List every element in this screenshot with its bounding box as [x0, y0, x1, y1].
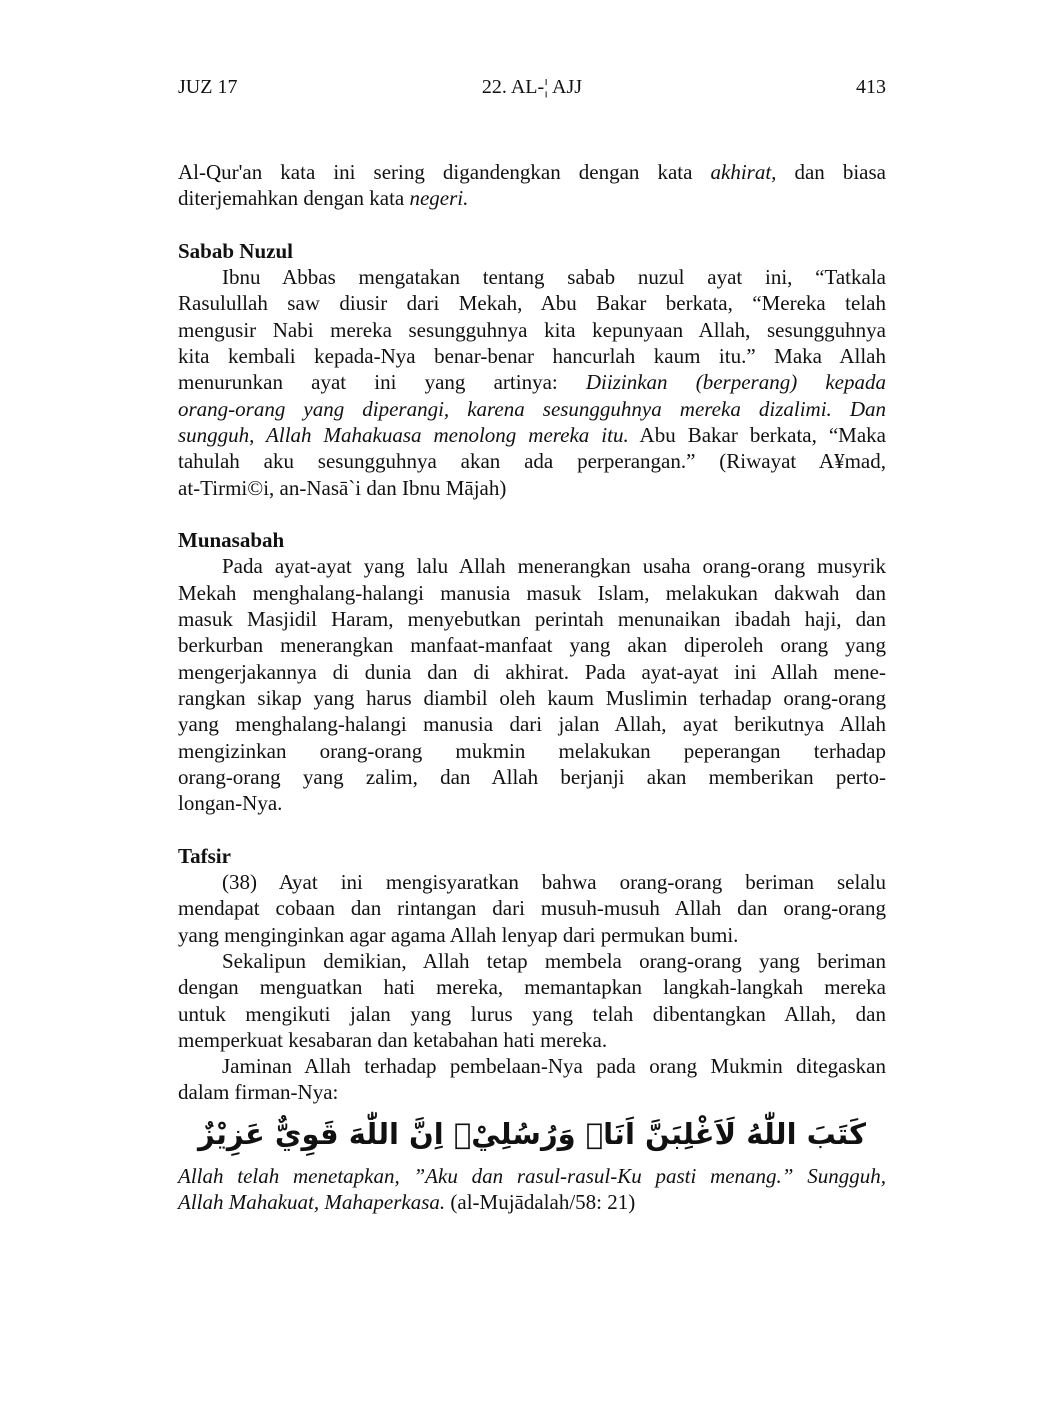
paragraph: [178, 264, 886, 501]
text-line: [178, 396, 886, 422]
text-segment: (al-Mujādalah/58: 21): [445, 1189, 636, 1214]
text-segment: rangkan sikap yang harus diambil oleh kaum Muslimin terhadap orang-orang: [178, 685, 886, 710]
text-line: [178, 790, 886, 816]
text-line: [178, 422, 886, 448]
text-segment: Mekah menghalang-halangi manusia masuk Islam, melakukan dakwah dan: [178, 580, 886, 605]
text-segment: menurunkan ayat ini yang artinya:: [178, 370, 586, 395]
text-line: [178, 369, 886, 395]
text-segment: Rasulullah saw diusir dari Mekah, Abu Bakar berkata, “Mereka telah: [178, 291, 886, 316]
text-line: [178, 738, 886, 764]
text-segment: masuk Masjidil Haram, menyebutkan perintah menunaikan ibadah haji, dan: [178, 607, 886, 632]
text-segment: mengerjakannya di dunia dan di akhirat. Pada ayat-ayat ini Allah mene-: [178, 659, 886, 684]
text-line: [178, 448, 886, 474]
text-segment: Ibnu Abbas mengatakan tentang sabab nuzul ayat ini, “Tatkala: [222, 265, 886, 290]
text-line: [178, 1027, 886, 1053]
text-segment: longan-Nya.: [178, 791, 283, 816]
text-segment: tahulah aku sesungguhnya akan ada perperangan.” (Riwayat A¥mad,: [178, 449, 886, 474]
text-line: [178, 659, 886, 685]
text-segment: kita kembali kepada-Nya benar-benar hancurlah kaum itu.” Maka Allah: [178, 344, 886, 369]
text-line: [178, 553, 886, 579]
text-line: [178, 764, 886, 790]
text-line: [178, 1079, 886, 1105]
paragraph: [178, 1163, 886, 1216]
text-line: [178, 264, 886, 290]
text-line: [178, 1053, 886, 1079]
text-line: [178, 185, 886, 211]
paragraph: [178, 869, 886, 1106]
surah-title: 22. AL-¦ AJJ: [481, 76, 583, 98]
text-line: [178, 711, 886, 737]
text-line: [178, 632, 886, 658]
text-line: [178, 580, 886, 606]
text-line: [178, 974, 886, 1000]
text-segment: Sekalipun demikian, Allah tetap membela orang-orang yang beriman: [222, 948, 886, 973]
italic-text: orang-orang yang diperangi, karena sesungguhnya mereka dizalimi. Dan: [178, 396, 886, 421]
section-heading: Tafsir: [178, 843, 231, 868]
text-segment: Pada ayat-ayat yang lalu Allah menerangkan usaha orang-orang musyrik: [222, 554, 886, 579]
italic-text: Diizinkan (berperang) kepada: [585, 370, 886, 395]
text-line: [178, 895, 886, 921]
italic-text: Allah telah menetapkan, ”Aku dan rasul-rasul-Ku pasti menang.” Sungguh,: [178, 1163, 886, 1188]
text-segment: yang menginginkan agar agama Allah lenyap dari permukan bumi.: [178, 922, 739, 947]
text-segment: Al-Qur'an kata ini sering digandengkan dengan kata: [178, 160, 711, 184]
italic-text: negeri.: [409, 186, 469, 211]
arabic-verse: كَتَبَ اللّٰهُ لَاَغْلِبَنَّ اَنَا۠ وَرُسُلِيْۗ اِنَّ اللّٰهَ قَوِيٌّ عَزِيْزٌ: [197, 1116, 867, 1151]
italic-text: akhirat,: [710, 160, 777, 184]
text-segment: untuk mengikuti jalan yang lurus yang telah dibentangkan Allah, dan: [178, 1001, 886, 1026]
text-line: [178, 922, 886, 948]
text-line: [178, 343, 886, 369]
text-segment: Abu Bakar berkata, “Maka: [628, 422, 886, 447]
text-line: [178, 475, 886, 501]
text-segment: dalam firman-Nya:: [178, 1080, 339, 1105]
text-segment: mendapat cobaan dan rintangan dari musuh-musuh Allah dan orang-orang: [178, 896, 886, 921]
text-line: [178, 606, 886, 632]
text-line: [178, 1001, 886, 1027]
text-segment: mengusir Nabi mereka sesungguhnya kita kepunyaan Allah, sesungguhnya: [178, 317, 886, 342]
section-heading: Sabab Nuzul: [178, 238, 293, 263]
text-line: [178, 1189, 886, 1215]
page-body: [178, 159, 886, 1215]
page-number: 413: [856, 76, 886, 98]
running-header: [178, 74, 886, 100]
text-segment: mengizinkan orang-orang mukmin melakukan peperangan terhadap: [178, 738, 886, 763]
italic-text: Allah Mahakuat, Mahaperkasa.: [178, 1189, 446, 1214]
text-segment: memperkuat kesabaran dan ketabahan hati mereka.: [178, 1027, 608, 1052]
text-line: [178, 317, 886, 343]
text-segment: dan biasa: [776, 160, 886, 184]
text-line: [178, 159, 886, 185]
italic-text: sungguh, Allah Mahakuasa menolong mereka itu.: [178, 422, 629, 447]
text-line: [178, 1163, 886, 1189]
text-segment: berkurban menerangkan manfaat-manfaat yang akan diperoleh orang yang: [178, 633, 886, 658]
text-segment: dengan menguatkan hati mereka, memantapkan langkah-langkah mereka: [178, 975, 886, 1000]
text-segment: Jaminan Allah terhadap pembelaan-Nya pada orang Mukmin ditegaskan: [222, 1054, 886, 1079]
text-line: [178, 869, 886, 895]
text-segment: diterjemahkan dengan kata: [178, 186, 410, 211]
text-line: [178, 685, 886, 711]
text-segment: yang menghalang-halangi manusia dari jalan Allah, ayat berikutnya Allah: [178, 712, 886, 737]
text-segment: orang-orang yang zalim, dan Allah berjanji akan memberikan perto-: [178, 764, 886, 789]
text-line: [178, 948, 886, 974]
paragraph: [178, 553, 886, 816]
text-segment: at-Tirmi©i, an-Nasā`i dan Ibnu Mājah): [178, 475, 507, 500]
text-line: [178, 290, 886, 316]
paragraph: [178, 159, 886, 212]
text-segment: (38) Ayat ini mengisyaratkan bahwa orang-orang beriman selalu: [222, 870, 886, 895]
juz-label: JUZ 17: [178, 76, 238, 98]
section-heading: Munasabah: [178, 528, 285, 553]
